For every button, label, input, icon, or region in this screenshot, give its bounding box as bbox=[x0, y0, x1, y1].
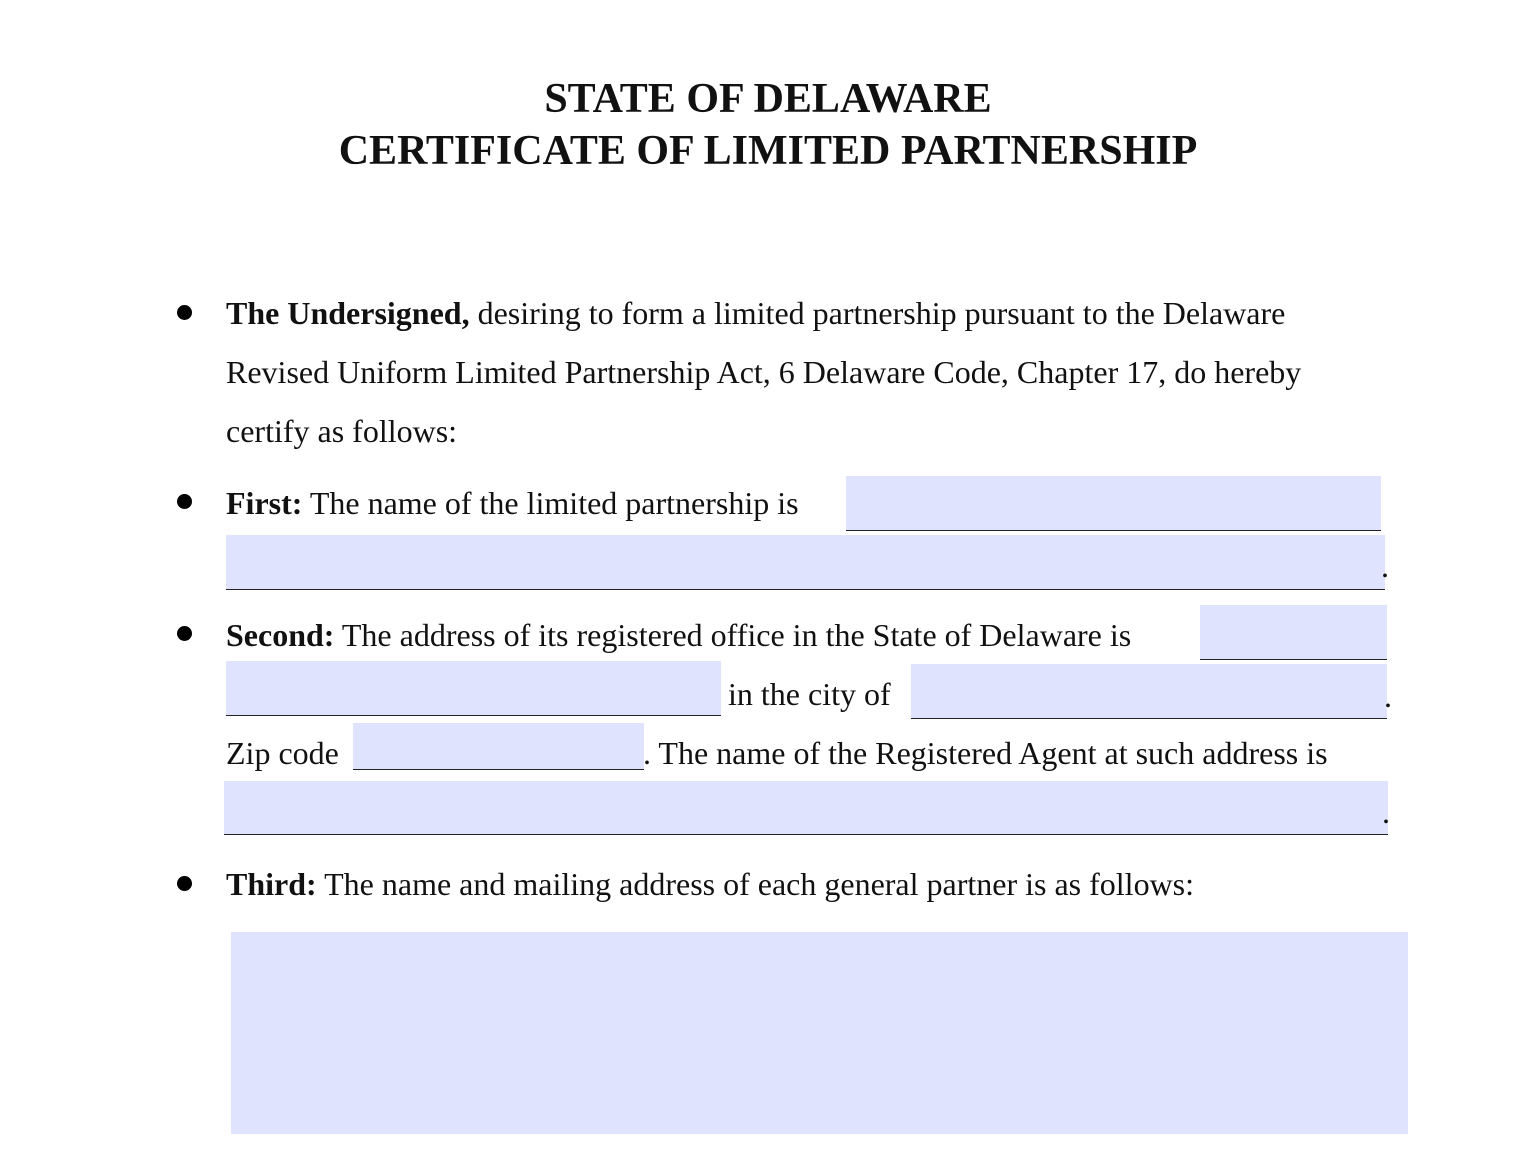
third-line bbox=[226, 864, 1194, 904]
partnership-name-field-2[interactable] bbox=[226, 535, 1385, 590]
bullet-third bbox=[177, 876, 192, 891]
city-period: . bbox=[1384, 678, 1392, 714]
intro-line-3: certify as follows: bbox=[226, 413, 458, 449]
zip-code-field[interactable] bbox=[353, 723, 644, 770]
title-state: STATE OF DELAWARE bbox=[544, 76, 992, 122]
city-field[interactable] bbox=[911, 664, 1387, 719]
intro-line-1 bbox=[226, 293, 1285, 333]
bullet-second bbox=[177, 626, 192, 641]
first-lead: First: bbox=[226, 485, 303, 521]
bullet-intro bbox=[177, 305, 192, 320]
third-text: The name and mailing address of each general partner is as follows: bbox=[316, 866, 1195, 902]
second-text: The address of its registered office in the State of Delaware is bbox=[334, 617, 1132, 653]
registered-agent-field[interactable] bbox=[224, 781, 1388, 835]
registered-agent-text: . The name of the Registered Agent at such address is bbox=[643, 735, 1328, 771]
second-line bbox=[226, 615, 1131, 655]
registered-office-address-field-1[interactable] bbox=[1200, 605, 1387, 660]
agent-period: . bbox=[1382, 794, 1390, 830]
intro-line-1-text: desiring to form a limited partnership pursuant to the Delaware bbox=[469, 295, 1286, 331]
first-text: The name of the limited partnership is bbox=[302, 485, 799, 521]
registered-office-address-field-2[interactable] bbox=[226, 661, 721, 716]
first-period: . bbox=[1381, 548, 1389, 584]
zip-label: Zip code bbox=[226, 735, 339, 771]
first-line bbox=[226, 483, 799, 523]
city-label: in the city of bbox=[728, 676, 891, 712]
intro-line-2: Revised Uniform Limited Partnership Act, 6 Delaware Code, Chapter 17, do hereby bbox=[226, 354, 1302, 390]
bullet-first bbox=[177, 494, 192, 509]
third-lead: Third: bbox=[226, 866, 317, 902]
partnership-name-field-1[interactable] bbox=[846, 476, 1381, 531]
second-lead: Second: bbox=[226, 617, 335, 653]
general-partners-field[interactable] bbox=[231, 932, 1408, 1134]
title-certificate: CERTIFICATE OF LIMITED PARTNERSHIP bbox=[338, 128, 1198, 174]
intro-lead: The Undersigned, bbox=[226, 295, 470, 331]
